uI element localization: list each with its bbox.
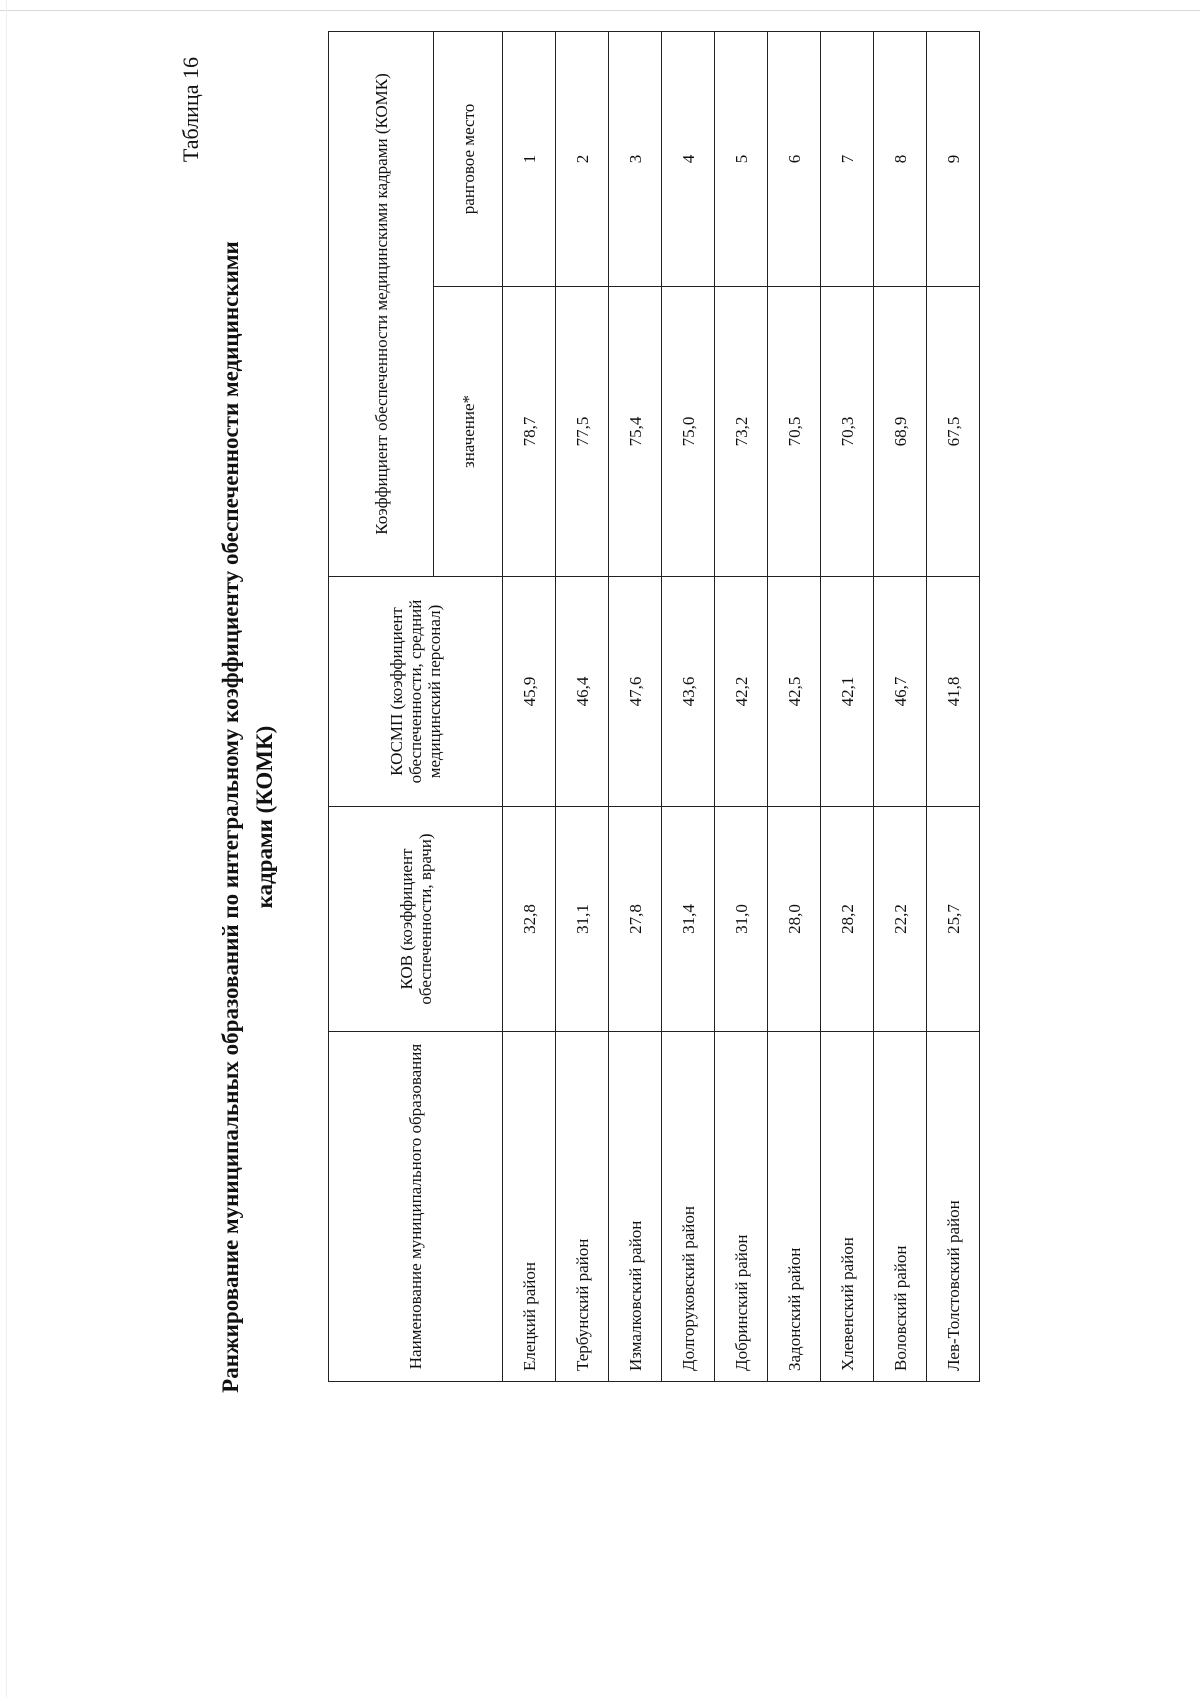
header-rank: ранговое место (434, 32, 503, 287)
table-row (927, 32, 980, 1382)
cell-value: 68,9 (874, 287, 927, 577)
table-row (715, 32, 768, 1382)
cell-value: 78,7 (503, 287, 556, 577)
table-row (662, 32, 715, 1382)
header-kosmp: КОСМП (коэффициент обеспеченности, средний медицинский персонал) (329, 577, 503, 807)
cell-kov: 27,8 (609, 807, 662, 1032)
cell-kosmp: 43,6 (662, 577, 715, 807)
cell-kov: 31,4 (662, 807, 715, 1032)
header-kov: КОВ (коэффициент обеспеченности, врачи) (329, 807, 503, 1032)
cell-name: Долгоруковский район (662, 1032, 715, 1382)
cell-name: Тербунский район (556, 1032, 609, 1382)
cell-rank: 8 (874, 32, 927, 287)
cell-kosmp: 46,4 (556, 577, 609, 807)
cell-kov: 31,1 (556, 807, 609, 1032)
cell-kosmp: 42,5 (768, 577, 821, 807)
cell-value: 75,4 (609, 287, 662, 577)
table-row (874, 32, 927, 1382)
cell-name: Лев-Толстовский район (927, 1032, 980, 1382)
table-row (503, 32, 556, 1382)
cell-rank: 2 (556, 32, 609, 287)
cell-kosmp: 42,1 (821, 577, 874, 807)
cell-name: Елецкий район (503, 1032, 556, 1382)
cell-kov: 28,2 (821, 807, 874, 1032)
header-value: значение* (434, 287, 503, 577)
cell-kosmp: 41,8 (927, 577, 980, 807)
header-name: Наименование муниципального образования (329, 1032, 503, 1382)
header-komk: Коэффициент обеспеченности медицинскими кадрами (КОМК) (329, 32, 434, 577)
cell-rank: 4 (662, 32, 715, 287)
cell-kov: 32,8 (503, 807, 556, 1032)
table-label: Таблица 16 (178, 57, 203, 163)
cell-name: Воловский район (874, 1032, 927, 1382)
title-line-2: кадрами (КОМК) (252, 725, 277, 909)
cell-kosmp: 42,2 (715, 577, 768, 807)
cell-kov: 22,2 (874, 807, 927, 1032)
cell-kosmp: 47,6 (609, 577, 662, 807)
cell-kov: 31,0 (715, 807, 768, 1032)
cell-name: Хлевенский район (821, 1032, 874, 1382)
table-row (821, 32, 874, 1382)
cell-kosmp: 45,9 (503, 577, 556, 807)
table-row (768, 32, 821, 1382)
cell-kosmp: 46,7 (874, 577, 927, 807)
cell-rank: 3 (609, 32, 662, 287)
table-row (609, 32, 662, 1382)
ranking-table (328, 31, 980, 1382)
cell-kov: 28,0 (768, 807, 821, 1032)
header-row (329, 32, 434, 1382)
cell-value: 70,3 (821, 287, 874, 577)
cell-name: Измалковский район (609, 1032, 662, 1382)
cell-rank: 1 (503, 32, 556, 287)
cell-value: 77,5 (556, 287, 609, 577)
title-line-1: Ранжирование муниципальных образований по интегральному коэффициенту обеспеченности медицинскими (218, 241, 243, 1393)
cell-name: Добринский район (715, 1032, 768, 1382)
cell-value: 70,5 (768, 287, 821, 577)
table-row (556, 32, 609, 1382)
cell-value: 67,5 (927, 287, 980, 577)
cell-kov: 25,7 (927, 807, 980, 1032)
cell-rank: 5 (715, 32, 768, 287)
cell-name: Задонский район (768, 1032, 821, 1382)
cell-rank: 7 (821, 32, 874, 287)
table-title (214, 117, 282, 1517)
cell-rank: 9 (927, 32, 980, 287)
cell-value: 75,0 (662, 287, 715, 577)
cell-value: 73,2 (715, 287, 768, 577)
cell-rank: 6 (768, 32, 821, 287)
